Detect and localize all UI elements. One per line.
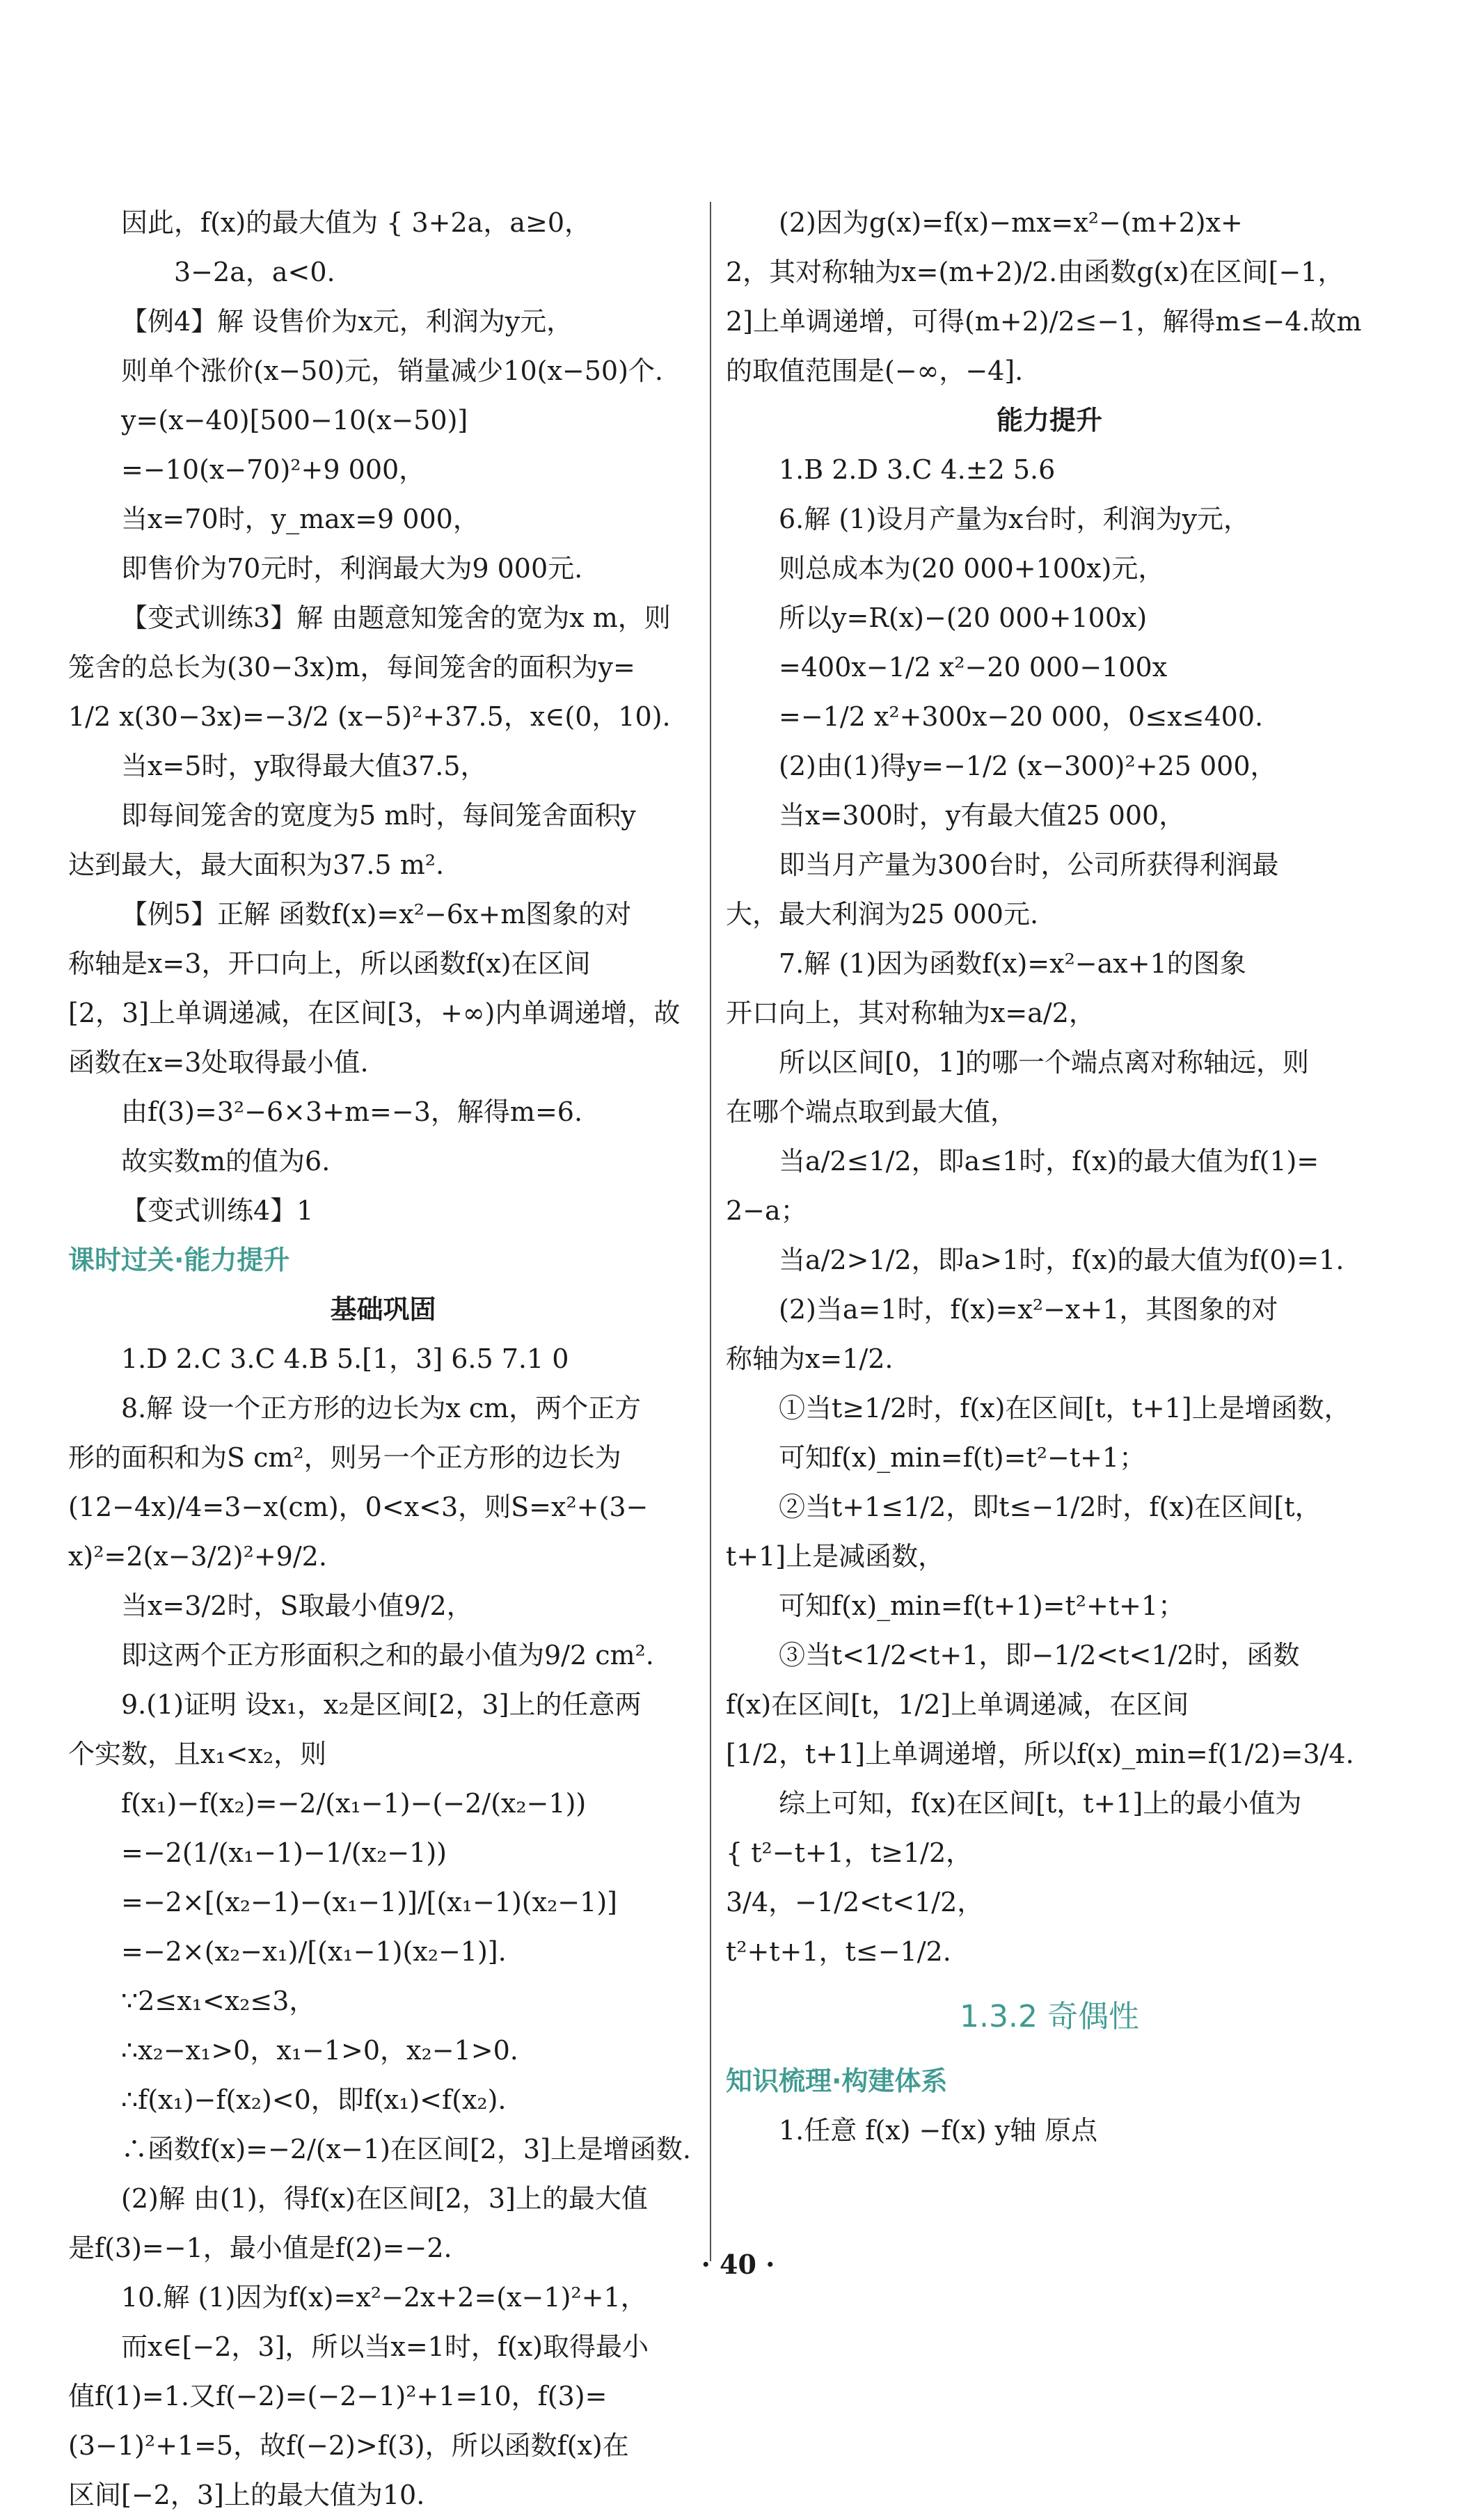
text-line: t²+t+1，t≤−1/2. bbox=[726, 1936, 951, 1967]
text-line: 值f(1)=1.又f(−2)=(−2−1)²+1=10，f(3)= bbox=[68, 2381, 608, 2411]
text-line: 个实数，且x₁<x₂，则 bbox=[68, 1739, 327, 1769]
text-line: 形的面积和为S cm²，则另一个正方形的边长为 bbox=[68, 1442, 621, 1473]
text-line: (2)因为g(x)=f(x)−mx=x²−(m+2)x+ bbox=[779, 207, 1243, 238]
text-line: { t²−t+1，t≥1/2， bbox=[726, 1837, 973, 1868]
text-line: f(x₁)−f(x₂)=−2/(x₁−1)−(−2/(x₂−1)) bbox=[121, 1788, 587, 1819]
text-line: 由f(3)=3²−6×3+m=−3，解得m=6. bbox=[121, 1096, 583, 1127]
text-line: 当a/2>1/2，即a>1时，f(x)的最大值为f(0)=1. bbox=[779, 1245, 1344, 1275]
text-line: =−1/2 x²+300x−20 000，0≤x≤400. bbox=[779, 701, 1264, 732]
text-line: 当x=300时，y有最大值25 000， bbox=[779, 800, 1186, 831]
text-line: 可知f(x)_min=f(t)=t²−t+1； bbox=[779, 1442, 1146, 1473]
section-heading: 知识梳理·构建体系 bbox=[726, 2066, 948, 2096]
section-heading: 1.3.2 奇偶性 bbox=[960, 1999, 1139, 2034]
text-line: 区间[−2，3]上的最大值为10. bbox=[68, 2480, 425, 2510]
text-line: 8.解 设一个正方形的边长为x cm，两个正方 bbox=[121, 1393, 642, 1424]
text-line: 所以y=R(x)−(20 000+100x) bbox=[779, 603, 1148, 633]
text-line: 【变式训练3】解 由题意知笼舍的宽为x m，则 bbox=[121, 603, 671, 633]
text-line: ②当t+1≤1/2，即t≤−1/2时，f(x)在区间[t， bbox=[779, 1492, 1322, 1522]
text-line: 6.解 (1)设月产量为x台时，利润为y元， bbox=[779, 504, 1251, 534]
text-line: 笼舍的总长为(30−3x)m，每间笼舍的面积为y= bbox=[68, 652, 635, 683]
text-line: 1.D 2.C 3.C 4.B 5.[1，3] 6.5 7.1 0 bbox=[121, 1343, 569, 1374]
text-line: =400x−1/2 x²−20 000−100x bbox=[779, 652, 1168, 683]
text-line: 【例4】解 设售价为x元，利润为y元， bbox=[121, 306, 573, 337]
text-line: y=(x−40)[500−10(x−50)] bbox=[121, 405, 468, 436]
text-line: 称轴为x=1/2. bbox=[726, 1343, 894, 1374]
text-line: 2]上单调递增，可得(m+2)/2≤−1，解得m≤−4.故m bbox=[726, 306, 1362, 337]
text-line: 当a/2≤1/2，即a≤1时，f(x)的最大值为f(1)= bbox=[779, 1146, 1319, 1177]
text-line: 1.任意 f(x) −f(x) y轴 原点 bbox=[779, 2115, 1098, 2146]
text-line: 即售价为70元时，利润最大为9 000元. bbox=[121, 553, 583, 584]
text-line: ①当t≥1/2时，f(x)在区间[t，t+1]上是增函数， bbox=[779, 1393, 1351, 1424]
text-line: 的取值范围是(−∞，−4]. bbox=[726, 356, 1024, 386]
text-line: (2)解 由(1)，得f(x)在区间[2，3]上的最大值 bbox=[121, 2183, 648, 2214]
text-line: =−2×(x₂−x₁)/[(x₁−1)(x₂−1)]. bbox=[121, 1936, 507, 1967]
text-line: 函数在x=3处取得最小值. bbox=[68, 1047, 369, 1078]
text-line: (2)当a=1时，f(x)=x²−x+1，其图象的对 bbox=[779, 1294, 1278, 1325]
text-line: 则单个涨价(x−50)元，销量减少10(x−50)个. bbox=[121, 356, 663, 386]
text-line: x)²=2(x−3/2)²+9/2. bbox=[68, 1541, 327, 1572]
text-line: 称轴是x=3，开口向上，所以函数f(x)在区间 bbox=[68, 948, 591, 979]
text-line: [1/2，t+1]上单调递增，所以f(x)_min=f(1/2)=3/4. bbox=[726, 1739, 1354, 1769]
section-heading: 基础巩固 bbox=[330, 1294, 436, 1325]
text-line: 即每间笼舍的宽度为5 m时，每间笼舍面积y bbox=[121, 800, 636, 831]
text-line: 1/2 x(30−3x)=−3/2 (x−5)²+37.5，x∈(0，10). bbox=[68, 701, 671, 732]
text-line: 即当月产量为300台时，公司所获得利润最 bbox=[779, 850, 1279, 880]
text-line: 10.解 (1)因为f(x)=x²−2x+2=(x−1)²+1， bbox=[121, 2282, 647, 2313]
text-line: 开口向上，其对称轴为x=a/2， bbox=[726, 998, 1095, 1028]
text-line: ∴f(x₁)−f(x₂)<0，即f(x₁)<f(x₂). bbox=[121, 2084, 507, 2115]
text-line: 当x=5时，y取得最大值37.5， bbox=[121, 751, 487, 781]
text-line: 【变式训练4】1 bbox=[121, 1195, 314, 1226]
text-line: 在哪个端点取到最大值， bbox=[726, 1096, 1017, 1127]
text-line: 大，最大利润为25 000元. bbox=[726, 899, 1039, 930]
text-line: ∵2≤x₁<x₂≤3， bbox=[121, 1986, 316, 2016]
text-line: f(x)在区间[t，1/2]上单调递减，在区间 bbox=[726, 1689, 1189, 1720]
text-line: 7.解 (1)因为函数f(x)=x²−ax+1的图象 bbox=[779, 948, 1246, 979]
text-line: 3/4，−1/2<t<1/2， bbox=[726, 1887, 984, 1917]
page-number: · 40 · bbox=[701, 2249, 775, 2280]
text-line: 【例5】正解 函数f(x)=x²−6x+m图象的对 bbox=[121, 899, 632, 930]
text-line: 是f(3)=−1，最小值是f(2)=−2. bbox=[68, 2233, 452, 2263]
text-line: ③当t<1/2<t+1，即−1/2<t<1/2时，函数 bbox=[779, 1640, 1300, 1670]
text-line: 当x=3/2时，S取最小值9/2， bbox=[121, 1590, 473, 1621]
text-line: 而x∈[−2，3]，所以当x=1时，f(x)取得最小 bbox=[121, 2331, 649, 2362]
text-line: 当x=70时，y_max=9 000， bbox=[121, 504, 479, 534]
text-line: 即这两个正方形面积之和的最小值为9/2 cm². bbox=[121, 1640, 654, 1670]
text-line: 因此，f(x)的最大值为 { 3+2a，a≥0， bbox=[121, 207, 592, 238]
text-line: 2，其对称轴为x=(m+2)/2.由函数g(x)在区间[−1， bbox=[726, 257, 1344, 287]
text-line: 则总成本为(20 000+100x)元， bbox=[779, 553, 1165, 584]
section-heading: 课时过关·能力提升 bbox=[68, 1245, 290, 1275]
text-line: 达到最大，最大面积为37.5 m². bbox=[68, 850, 445, 880]
text-line: ∴x₂−x₁>0，x₁−1>0，x₂−1>0. bbox=[121, 2035, 518, 2066]
right-column bbox=[726, 198, 1373, 2155]
text-line: 2−a； bbox=[726, 1195, 807, 1226]
section-heading: 能力提升 bbox=[996, 405, 1102, 436]
text-line: (3−1)²+1=5，故f(−2)>f(3)，所以函数f(x)在 bbox=[68, 2430, 629, 2461]
text-line: [2，3]上单调递减，在区间[3，+∞)内单调递增，故 bbox=[68, 998, 681, 1028]
text-line: 3−2a，a<0. bbox=[174, 257, 335, 287]
text-line: 所以区间[0，1]的哪一个端点离对称轴远，则 bbox=[779, 1047, 1310, 1078]
text-line: (12−4x)/4=3−x(cm)，0<x<3，则S=x²+(3− bbox=[68, 1492, 649, 1522]
text-line: 综上可知，f(x)在区间[t，t+1]上的最小值为 bbox=[779, 1788, 1302, 1819]
text-line: (2)由(1)得y=−1/2 (x−300)²+25 000， bbox=[779, 751, 1277, 781]
column-divider bbox=[710, 202, 711, 2261]
text-line: 故实数m的值为6. bbox=[121, 1146, 331, 1177]
text-line: =−2(1/(x₁−1)−1/(x₂−1)) bbox=[121, 1837, 447, 1868]
text-line: t+1]上是减函数， bbox=[726, 1541, 945, 1572]
text-line: 9.(1)证明 设x₁，x₂是区间[2，3]上的任意两 bbox=[121, 1689, 642, 1720]
text-line: 可知f(x)_min=f(t+1)=t²+t+1； bbox=[779, 1590, 1185, 1621]
text-line: ∴函数f(x)=−2/(x−1)在区间[2，3]上是增函数. bbox=[121, 2134, 691, 2164]
text-line: 1.B 2.D 3.C 4.±2 5.6 bbox=[779, 454, 1056, 485]
text-line: =−2×[(x₂−1)−(x₁−1)]/[(x₁−1)(x₂−1)] bbox=[121, 1887, 617, 1917]
text-line: =−10(x−70)²+9 000， bbox=[121, 454, 426, 485]
left-column bbox=[68, 198, 698, 2520]
